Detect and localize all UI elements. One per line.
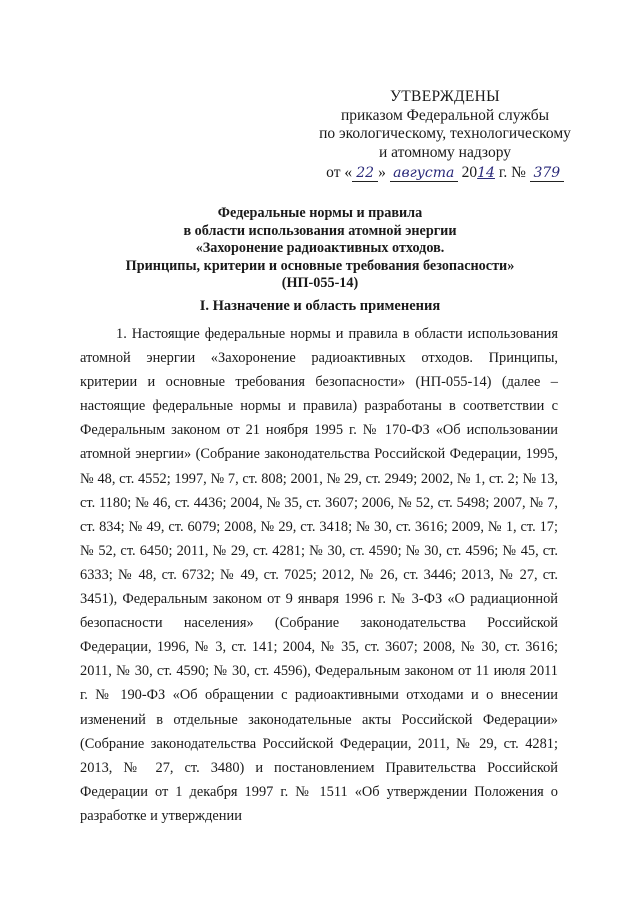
body-text <box>80 322 558 828</box>
title-line-4: Принципы, критерии и основные требования безопасности» <box>125 257 515 274</box>
approval-line-2: по экологическому, технологическому <box>319 125 571 143</box>
year-prefix: 20 <box>457 164 478 182</box>
date-prefix: от « <box>326 164 353 182</box>
approval-block <box>300 88 590 183</box>
title-line-1: Федеральные нормы и правила <box>217 205 423 221</box>
paragraph-1: 1. Настоящие федеральные нормы и правила в области использования атомной энергии «Захоронение радиоактивных отходов. Принципы, критерии и основные требования безопасности» (НП-055-14) (далее – настоящие федеральные нормы и правила) разработаны в соответствии с Федеральным законом от 21 ноября 1995 г. № 170-ФЗ «Об использовании атомной энергии» (Собрание законодательства Российской Федерации, 1995, № 48, ст. 4552; 1997, № 7, ст. 808; 2001, № 29, ст. 2949; 2002, № 1, ст. 2; № 13, ст. 1180; № 46, ст. 4436; 2004, № 35, ст. 3607; 2006, № 52, ст. 5498; 2007, № 7, ст. 834; № 49, ст. 6079; 2008, № 29, ст. 3418; № 30, ст. 3616; 2009, № 1, ст. 17; № 52, ст. 6450; 2011, № 29, ст. 4281; № 30, ст. 4590; № 30, ст. 4596; № 45, ст. 6333; № 48, ст. 6732; № 49, ст. 7025; 2012, № 26, ст. 3446; 2013, № 27, ст. 3451), Федеральным законом от 9 января 1996 г. № 3-ФЗ «О радиационной безопасности населения» (Собрание законодательства Российской Федерации, 1996, № 3, ст. 141; 2004, № 35, ст. 3607; 2008, № 30, ст. 3616; 2011, № 30, ст. 4590; № 30, ст. 4596), Федеральным законом от 11 июля 2011 г. № 190-ФЗ «Об обращении с радиоактивными отходами и о внесении изменений в отдельные законодательные акты Российской Федерации» (Собрание законодательства Российской Федерации, 2011, № 29, ст. 4281; 2013, № 27, ст. 3480) и постановлением Правительства Российской Федерации от 1 декабря 1997 г. № 1511 «Об утверждении Положения о разработке и утверждении <box>80 326 558 824</box>
approval-heading: УТВЕРЖДЕНЫ <box>390 88 500 105</box>
title-line-2: в области использования атомной энергии <box>183 222 457 239</box>
date-day: 22 <box>352 166 378 182</box>
year-suffix: 14 <box>477 165 495 182</box>
approval-line-1: приказом Федеральной службы <box>340 106 550 124</box>
order-number: 379 <box>530 166 564 182</box>
title-line-3: «Захоронение радиоактивных отходов. <box>195 240 445 256</box>
date-mid: » <box>378 164 390 182</box>
year-end: г. № <box>494 164 530 182</box>
document-title <box>80 205 560 293</box>
approval-line-3: и атомному надзору <box>379 143 511 161</box>
title-line-5: (НП-055-14) <box>281 275 359 291</box>
date-month: августа <box>390 166 458 182</box>
section-heading: I. Назначение и область применения <box>199 298 441 314</box>
approval-date-line <box>300 164 590 183</box>
